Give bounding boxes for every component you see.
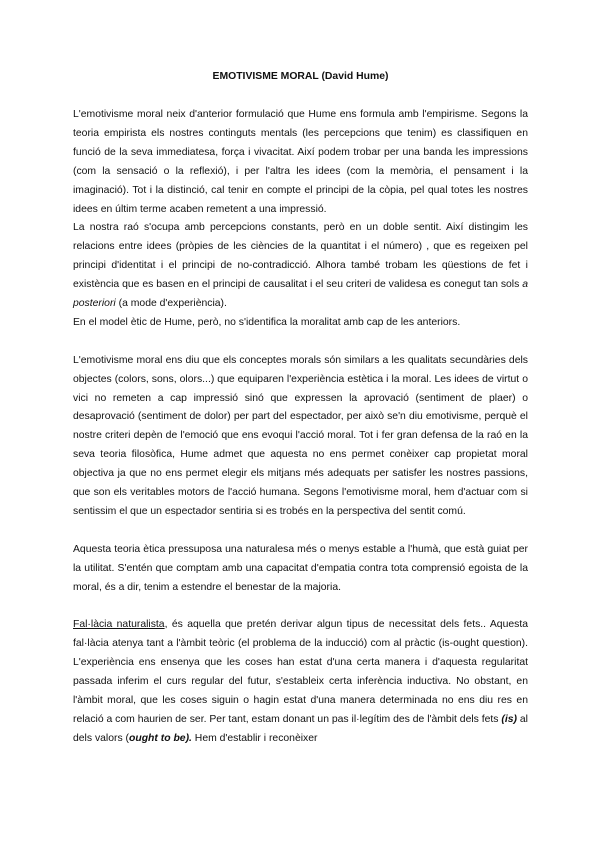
paragraph-ethic-model: En el model ètic de Hume, però, no s'identifica la moralitat amb cap de les anteriors. (73, 316, 461, 328)
italic-is: (is) (501, 713, 517, 725)
paragraph-reason (73, 219, 528, 314)
italic-ought: ought to be). (129, 732, 192, 744)
paragraph-gap (73, 333, 528, 352)
document-page (73, 68, 528, 749)
paragraph-naturalistic-fallacy (73, 616, 528, 748)
paragraph-gap (73, 598, 528, 617)
fallacy-text-a: , és aquella que pretén derivar algun tipus de necessitat dels fets.. Aquesta fal·làcia atenya tant a l'àmbit teòric (el problema de la inducció) com al pràctic (is-ought question). L'experiència ens ensenya que les coses han estat d'una certa manera i d'aquesta regularitat passada inferim el curs regular del futur, s'estableix certa inferència inductiva. No obstant, en l'àmbit moral, que les coses siguin o hagin estat d'una manera determinada no ens diu res en relació a com haurien de ser. Per tant, estam donant un pas il·legítim des de l'àmbit dels fets (73, 619, 528, 725)
fallacy-text-c: Hem d'establir i reconèixer (191, 732, 318, 744)
paragraph-reason-end: (a mode d'experiència). (115, 298, 227, 310)
paragraph-reason-text: La nostra raó s'ocupa amb percepcions constants, però en un doble sentit. Així distingim les relacions entre idees (pròpies de les ciències de la quantitat i el número) , que es regeixen pel principi d'identitat i el principi de no-contradicció. Alhora també trobam les qüestions de fet i existència que es basen en el principi de causalitat i el seu criteri de validesa es conegut tan sols (73, 222, 528, 291)
paragraph-nature: Aquesta teoria ètica pressuposa una naturalesa més o menys estable a l'humà, que està guiat per la utilitat. S'entén que comptam amb una capacitat d'empatia contra tota comprensió egoista de la moral, és a dir, tenim a estendre el benestar de la majoria. (73, 543, 528, 593)
paragraph-emotivism: L'emotivisme moral ens diu que els conceptes morals són similars a les qualitats secundàries dels objectes (colors, sons, olors...) que equiparen l'experiència estètica i la moral. Les idees de virtut o vici no remeten a cap impressió sinó que expressen la aprovació (sentiment de plaer) o desaprovació (sentiment de dolor) per part del espectador, per això se'n diu emotivisme, perquè el nostre criteri depèn de l'emoció que ens evoqui l'acció moral. Tot i fer gran defensa de la raó en la seva teoria filosòfica, Hume admet que aquesta no ens permet conèixer cap propietat moral objectiva ja que no ens permet elegir els mitjans més adequats per satisfer les nostres passions, que son els veritables motors de l'acció humana. Segons l'emotivisme moral, hem d'actuar com si sentissim el que un espectador sentiria si es trobés en la perspectiva del sentit comú. (73, 354, 528, 518)
paragraph-gap (73, 522, 528, 541)
fallacy-text-b: al dels valors ( (73, 713, 528, 744)
paragraph-empiricism: L'emotivisme moral neix d'anterior formulació que Hume ens formula amb l'empirisme. Segons la teoria empirista els nostres continguts mentals (les percepcions que tenim) es classifiquen en funció de la seva immediatesa, força i vivacitat. Així podem trobar per una banda les impressions (com la sensació o la reflexió), i per l'altra les idees (com la memòria, el pensament i la imaginació). Tot i la distinció, cal tenir en compte el principi de la còpia, pel qual totes les nostres idees en últim terme acaben remetent a una impressió. (73, 109, 528, 215)
document-title: EMOTIVISME MORAL (David Hume) (212, 71, 389, 82)
italic-a-posteriori: a posteriori (73, 279, 528, 310)
underlined-term: Fal·làcia naturalista (73, 619, 165, 631)
